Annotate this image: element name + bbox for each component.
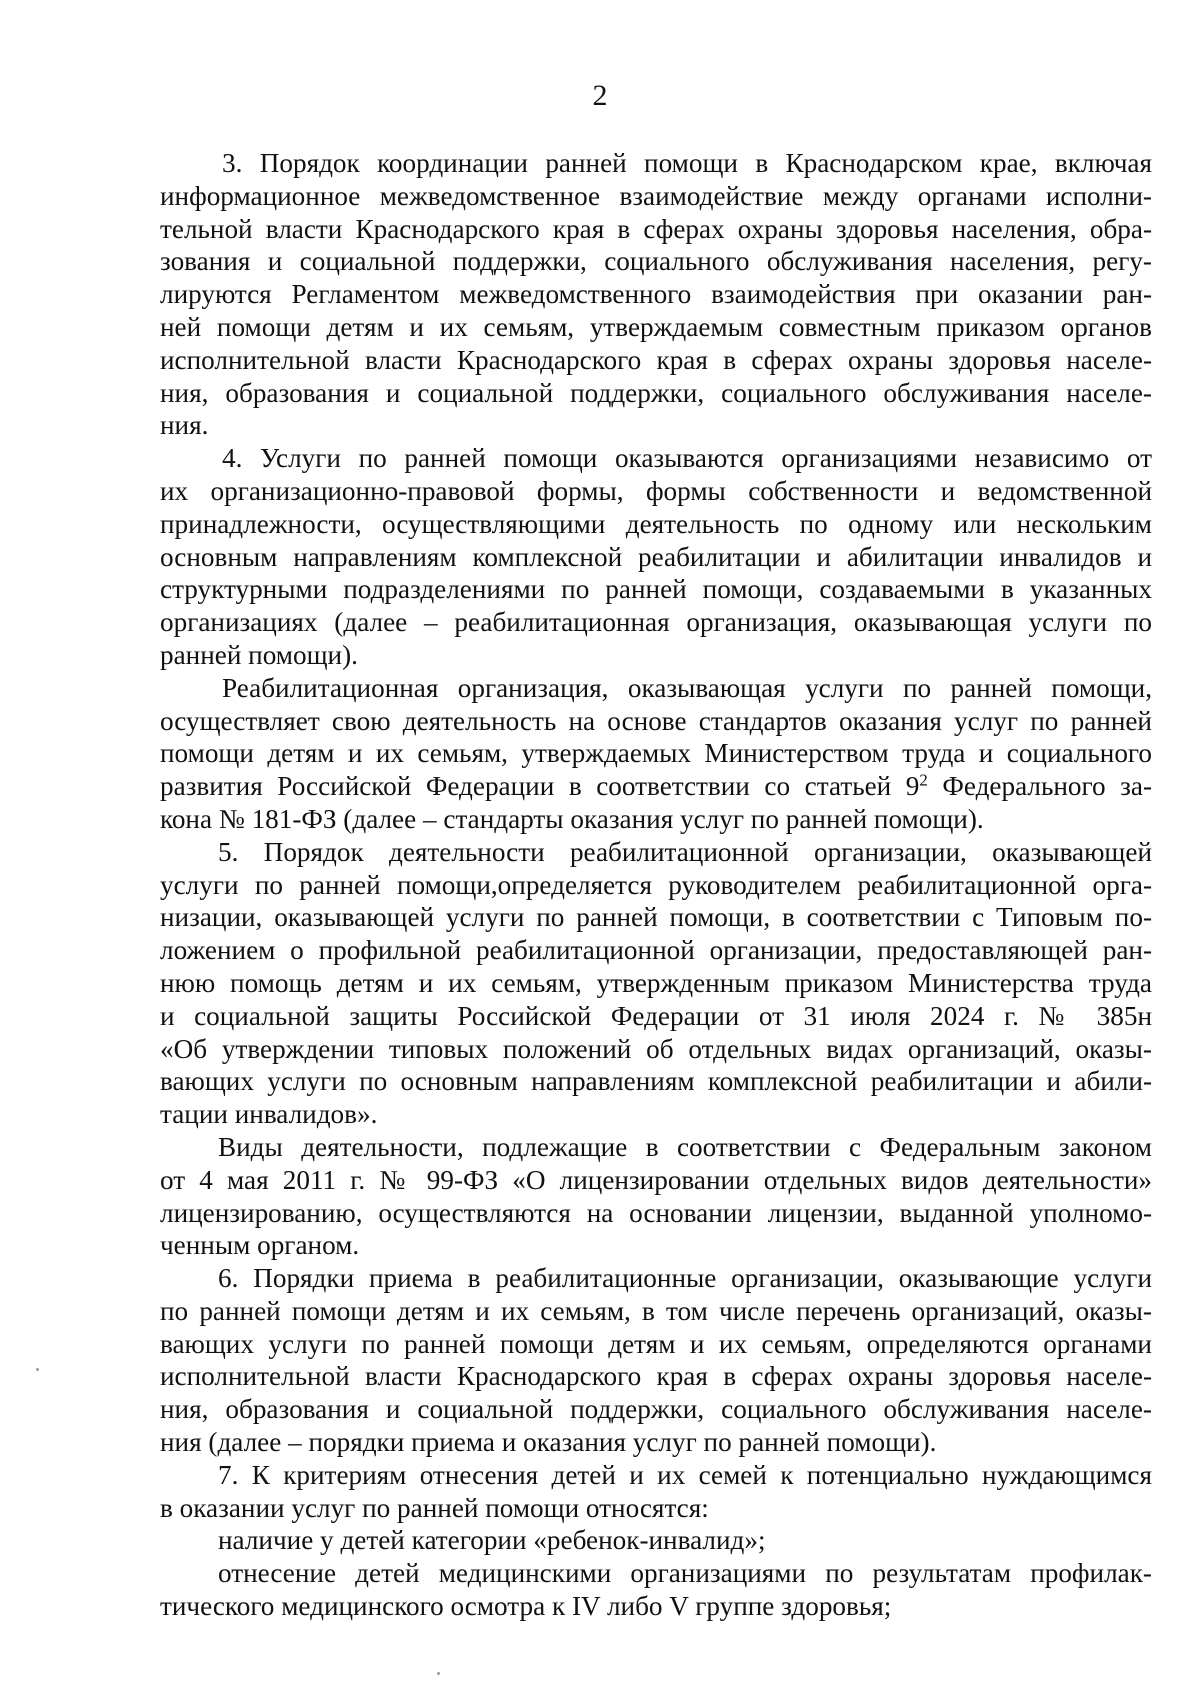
text-line: осуществляет свою деятельность на основе стандартов оказания услуг по ранней (160, 705, 1152, 736)
text-line: Реабилитационная организация, оказывающая услуги по ранней помощи, (222, 672, 1152, 703)
text-line: ней помощи детям и их семьям, утверждаемым совместным приказом органов (160, 311, 1152, 342)
text-line: организациях (далее – реабилитационная организация, оказывающая услуги по (160, 607, 1152, 638)
text-line: зования и социальной поддержки, социального обслуживания населения, регу- (160, 246, 1152, 277)
text-line: от 4 мая 2011 г. № 99-ФЗ «О лицензировании отдельных видов деятельности» (160, 1164, 1152, 1195)
text-line: исполнительной власти Краснодарского края в сферах охраны здоровья населе- (160, 1361, 1152, 1392)
paragraph-3 (160, 147, 1152, 442)
paragraph-4-rehab-org (160, 672, 1152, 836)
text-line: информационное межведомственное взаимодействие между органами исполни- (160, 180, 1152, 211)
text-line: тации инвалидов». (160, 1099, 378, 1130)
page-number: 2 (592, 79, 608, 112)
superscript: 2 (919, 770, 928, 790)
text-line: услуги по ранней помощи,определяется руководителем реабилитационной орга- (160, 869, 1152, 900)
text-line: в оказании услуг по ранней помощи относятся: (160, 1492, 709, 1523)
text-line: 7. К критериям отнесения детей и их семей к потенциально нуждающимся (218, 1459, 1152, 1490)
text-line: ния. (160, 410, 209, 441)
text-line: помощи детям и их семьям, утверждаемых Министерством труда и социального (160, 738, 1152, 769)
text-line: основным направлениям комплексной реабилитации и абилитации инвалидов и (160, 541, 1152, 572)
paragraph-7-criterion-a (160, 1524, 1152, 1557)
text-line: исполнительной власти Краснодарского края в сферах охраны здоровья населе- (160, 344, 1152, 375)
scan-speck (36, 1368, 39, 1371)
paragraph-7 (160, 1459, 1152, 1525)
paragraph-7-criterion-b (160, 1557, 1152, 1623)
paragraph-6 (160, 1262, 1152, 1459)
text-line: ранней помощи). (160, 639, 358, 670)
text-line: 5. Порядок деятельности реабилитационной организации, оказывающей (218, 836, 1152, 867)
text-line: по ранней помощи детям и их семьям, в том числе перечень организаций, оказы- (160, 1295, 1152, 1326)
text-line: их организационно-правовой формы, формы собственности и ведомственной (160, 475, 1152, 506)
text-line: ния, образования и социальной поддержки, социального обслуживания населе- (160, 377, 1152, 408)
text-line: «Об утверждении типовых положений об отдельных видах организаций, оказы- (160, 1033, 1152, 1064)
scan-speck (437, 1672, 440, 1675)
text-line: нюю помощь детям и их семьям, утвержденным приказом Министерства труда (160, 967, 1152, 998)
text-line: принадлежности, осуществляющими деятельность по одному или нескольким (160, 508, 1152, 539)
text-line: структурными подразделениями по ранней помощи, создаваемыми в указанных (160, 574, 1152, 605)
paragraph-5 (160, 836, 1152, 1131)
text-line: вающих услуги по основным направлениям комплексной реабилитации и абили- (160, 1066, 1152, 1097)
text-line: 6. Порядки приема в реабилитационные организации, оказывающие услуги (218, 1263, 1152, 1294)
text-line: вающих услуги по ранней помощи детям и их семьям, определяются органами (160, 1328, 1152, 1359)
text-line: ложением о профильной реабилитационной организации, предоставляющей ран- (160, 935, 1152, 966)
text-line: тельной власти Краснодарского края в сферах охраны здоровья населения, обра- (160, 213, 1152, 244)
text-line: и социальной защиты Российской Федерации от 31 июля 2024 г. № 385н (160, 1000, 1152, 1031)
text-line: кона № 181-ФЗ (далее – стандарты оказания услуг по ранней помощи). (160, 803, 984, 834)
text-line: Виды деятельности, подлежащие в соответствии с Федеральным законом (218, 1131, 1152, 1162)
text-line: 4. Услуги по ранней помощи оказываются организациями независимо от (222, 443, 1152, 474)
text-line: отнесение детей медицинскими организациями по результатам профилак- (218, 1558, 1152, 1589)
text-fragment: Федерального за- (927, 771, 1153, 802)
paragraph-4 (160, 442, 1152, 672)
paragraph-5-licensing (160, 1131, 1152, 1262)
text-line: лируются Регламентом межведомственного взаимодействия при оказании ран- (160, 279, 1152, 310)
text-line: низации, оказывающей услуги по ранней помощи, в соответствии с Типовым по- (160, 902, 1152, 933)
text-line: 3. Порядок координации ранней помощи в Краснодарском крае, включая (222, 148, 1152, 178)
text-fragment: развития Российской Федерации в соответствии со статьей 9 (160, 771, 920, 802)
text-line-with-superscript (160, 770, 1152, 803)
text-line: тического медицинского осмотра к IV либо V группе здоровья; (160, 1591, 892, 1622)
text-line: ния (далее – порядки приема и оказания услуг по ранней помощи). (160, 1427, 937, 1458)
text-line: наличие у детей категории «ребенок-инвалид»; (218, 1525, 766, 1556)
document-body (160, 147, 1152, 1623)
text-line: ния, образования и социальной поддержки, социального обслуживания населе- (160, 1394, 1152, 1425)
text-line: ченным органом. (160, 1230, 360, 1261)
text-line: лицензированию, осуществляются на основании лицензии, выданной уполномо- (160, 1197, 1152, 1228)
